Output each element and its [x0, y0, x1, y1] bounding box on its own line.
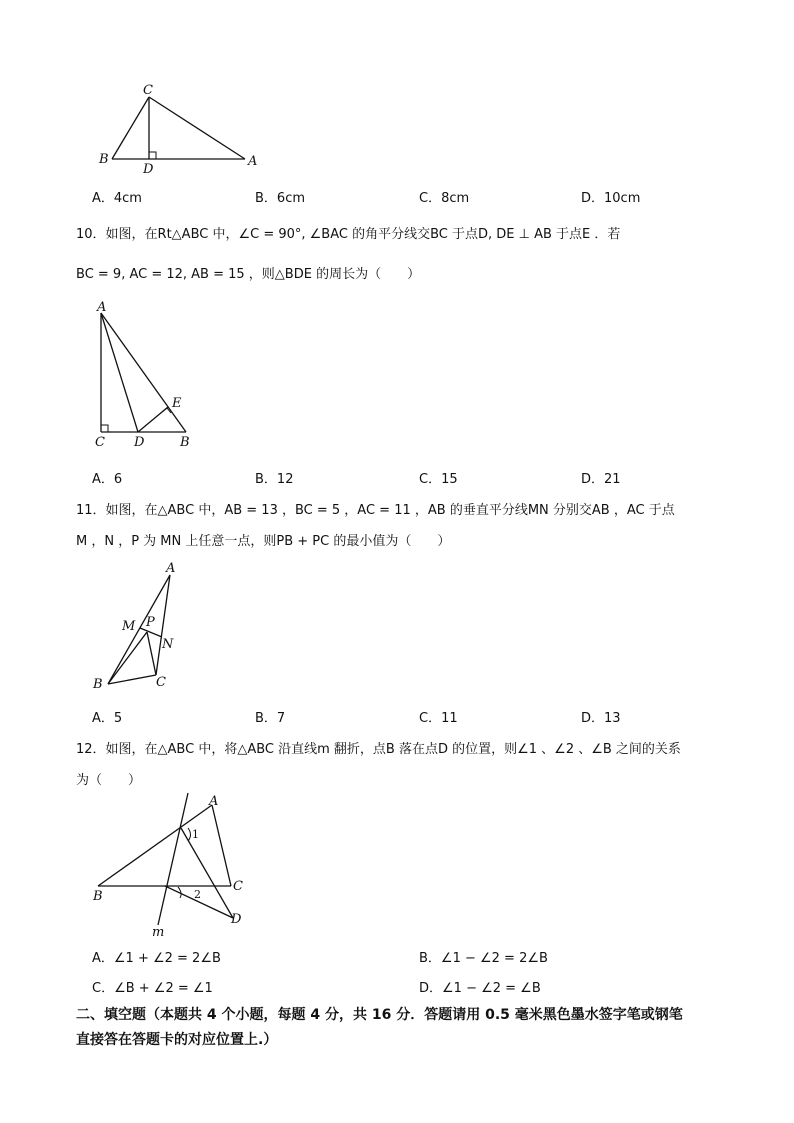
q9-option-a[interactable]: A．4cm — [92, 191, 142, 206]
q11-option-a[interactable]: A．5 — [92, 711, 123, 726]
q11-text-line1: 11．如图，在△ABC 中，AB = 13 ，BC = 5 ，AC = 11 ，AB 的垂直平分线MN 分别交AB ，AC 于点 — [76, 503, 675, 518]
q11-option-d[interactable]: D．13 — [581, 711, 621, 726]
figure-q10-svg — [88, 300, 208, 455]
label-c: C — [156, 675, 166, 690]
label-c: C — [233, 879, 243, 894]
label-a: A — [209, 794, 219, 809]
q10-text-line1: 10．如图，在Rt△ABC 中，∠C = 90°, ∠BAC 的角平分线交BC 于点D, DE ⊥ AB 于点E ．若 — [76, 227, 621, 242]
section2-heading-line2: 直接答在答题卡的对应位置上.） — [76, 1032, 278, 1048]
q11-option-c[interactable]: C．11 — [419, 711, 458, 726]
label-b: B — [99, 152, 109, 167]
q12-option-c[interactable]: C．∠B + ∠2 = ∠1 — [92, 981, 213, 996]
label-n: N — [162, 637, 174, 652]
q9-option-d[interactable]: D．10cm — [581, 191, 641, 206]
figure-q9 — [95, 80, 265, 180]
label-a: A — [248, 154, 258, 169]
figure-q10 — [88, 300, 208, 455]
label-angle-2: 2 — [194, 888, 201, 901]
q10-option-b[interactable]: B．12 — [255, 472, 294, 487]
figure-q12-svg — [88, 790, 258, 940]
label-b: B — [93, 677, 103, 692]
label-b: B — [93, 889, 103, 904]
label-e: E — [172, 396, 182, 411]
q12-text-line2: 为（ ） — [76, 773, 142, 788]
label-a: A — [166, 561, 176, 576]
q11-option-b[interactable]: B．7 — [255, 711, 286, 726]
label-d: D — [143, 162, 154, 177]
label-d: D — [231, 912, 242, 927]
label-d: D — [134, 435, 145, 450]
q10-option-d[interactable]: D．21 — [581, 472, 621, 487]
q12-text-line1: 12．如图，在△ABC 中，将△ABC 沿直线m 翻折，点B 落在点D 的位置，则∠1 、∠2 、∠B 之间的关系 — [76, 742, 681, 757]
label-a: A — [97, 300, 107, 315]
label-m: m — [152, 925, 165, 940]
section2-heading-line1: 二、填空题（本题共 4 个小题，每题 4 分，共 16 分．答题请用 0.5 毫米黑色墨水签字笔或钢笔 — [76, 1007, 683, 1023]
label-c: C — [95, 435, 105, 450]
label-p: P — [146, 615, 155, 630]
q10-option-c[interactable]: C．15 — [419, 472, 458, 487]
label-m: M — [122, 619, 136, 634]
q10-option-a[interactable]: A．6 — [92, 472, 123, 487]
q12-option-a[interactable]: A．∠1 + ∠2 = 2∠B — [92, 951, 221, 966]
figure-q11 — [88, 558, 188, 698]
label-angle-1: 1 — [192, 828, 199, 841]
figure-q11-svg — [88, 558, 188, 698]
q10-text-line2: BC = 9, AC = 12, AB = 15 ，则△BDE 的周长为（ ） — [76, 267, 421, 282]
label-b: B — [180, 435, 190, 450]
q12-option-d[interactable]: D．∠1 − ∠2 = ∠B — [419, 981, 541, 996]
q11-text-line2: M ，N ，P 为 MN 上任意一点，则PB + PC 的最小值为（ ） — [76, 534, 451, 549]
label-c: C — [143, 83, 153, 98]
figure-q12 — [88, 790, 258, 940]
q9-option-c[interactable]: C．8cm — [419, 191, 470, 206]
q9-option-b[interactable]: B．6cm — [255, 191, 306, 206]
figure-q9-svg — [95, 80, 265, 180]
q12-option-b[interactable]: B．∠1 − ∠2 = 2∠B — [419, 951, 548, 966]
